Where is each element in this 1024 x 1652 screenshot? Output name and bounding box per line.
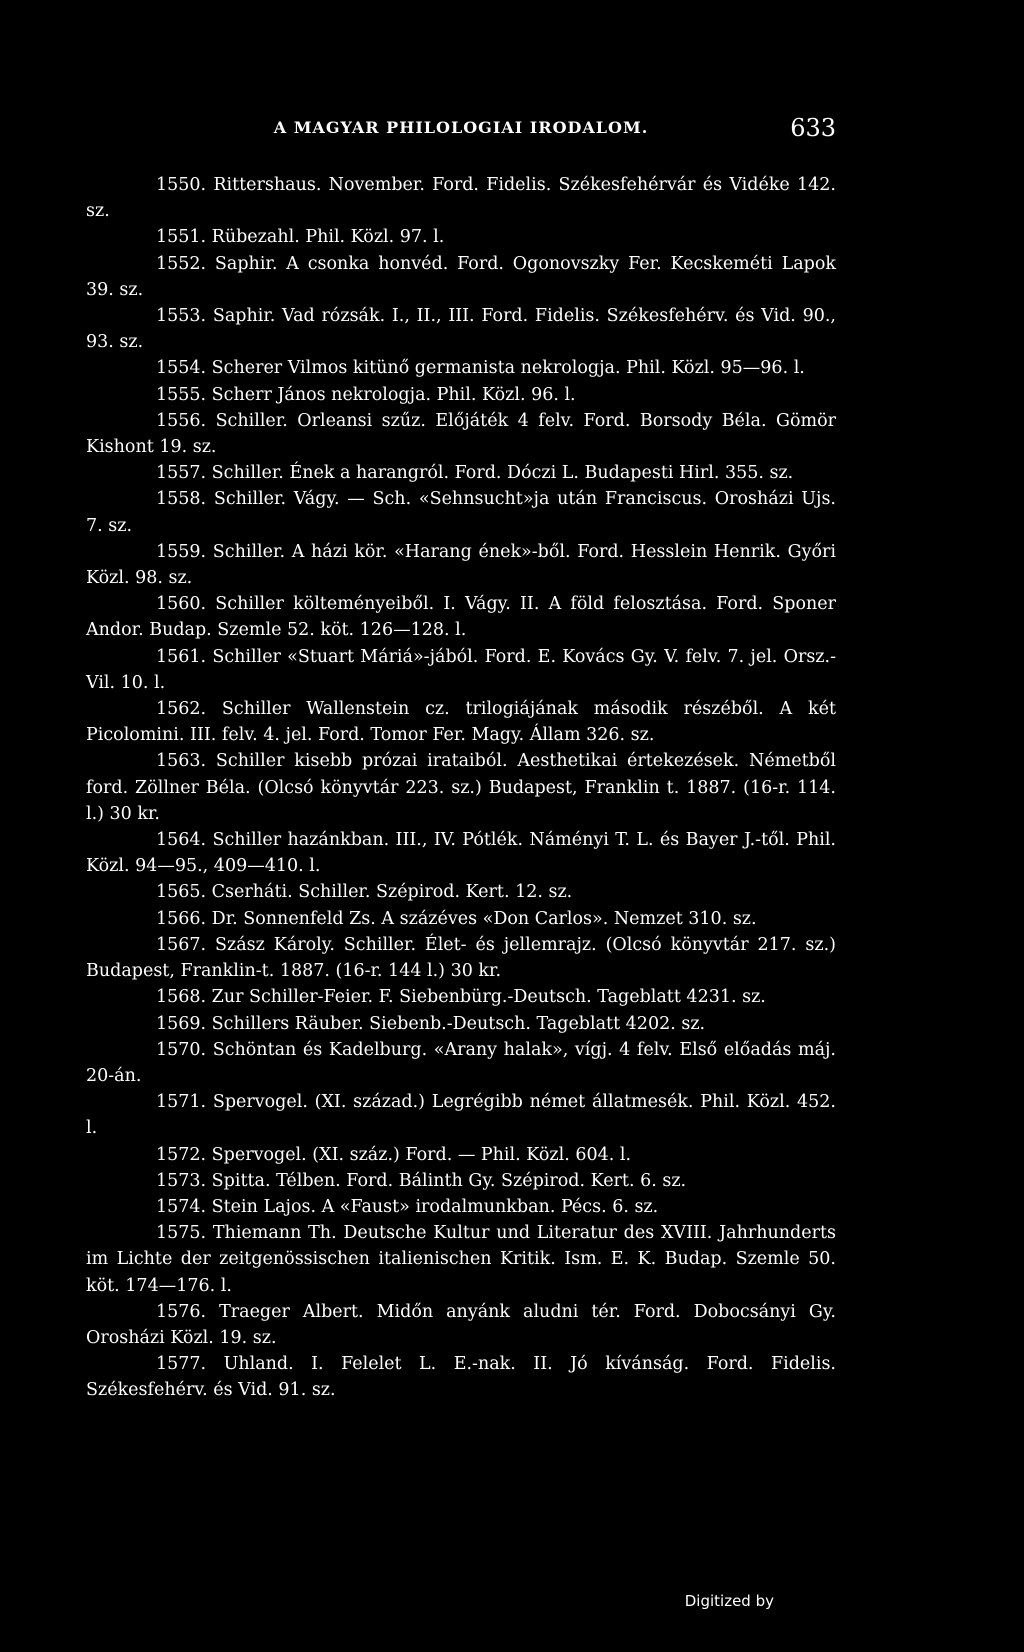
entry-1560: 1560. Schiller költeményeiből. I. Vágy. II. A föld felosztása. Ford. Sponer Andor. Budap. Szemle 52. köt. 126—128. l.: [86, 594, 836, 641]
bibliography-list: [86, 172, 836, 1404]
page-number: 633: [790, 114, 836, 142]
entry-1561: 1561. Schiller «Stuart Máriá»-jából. Ford. E. Kovács Gy. V. felv. 7. jel. Orsz.-Vil. 10. l.: [86, 646, 836, 693]
entry-1556: 1556. Schiller. Orleansi szűz. Előjáték 4 felv. Ford. Borsody Béla. Gömör Kishont 19. sz.: [86, 410, 836, 458]
entry-1554: 1554. Scherer Vilmos kitünő germanista nekrologja. Phil. Közl. 95—96. l.: [156, 358, 805, 379]
entry-1576: 1576. Traeger Albert. Midőn anyánk aludni tér. Ford. Dobocsányi Gy. Orosházi Közl. 19. sz.: [86, 1301, 836, 1348]
entry-1559: 1559. Schiller. A házi kör. «Harang ének»-ből. Ford. Hesslein Henrik. Győri Közl. 98. sz.: [86, 541, 836, 589]
entry-1567: 1567. Szász Károly. Schiller. Élet- és jellemrajz. (Olcsó könyvtár 217. sz.) Budapest, Franklin-t. 1887. (16-r. 144 l.) 30 kr.: [86, 934, 836, 982]
running-header: [86, 114, 836, 148]
entry-1555: 1555. Scherr János nekrologja. Phil. Közl. 96. l.: [156, 384, 576, 405]
entry-1571: 1571. Spervogel. (XI. század.) Legrégibb német állatmesék. Phil. Közl. 452. l.: [86, 1092, 836, 1139]
entry-1565: 1565. Cserháti. Schiller. Szépirod. Kert. 12. sz.: [156, 882, 573, 903]
entry-1551: 1551. Rübezahl. Phil. Közl. 97. l.: [156, 227, 445, 248]
entry-1550: 1550. Rittershaus. November. Ford. Fidelis. Székesfehérvár és Vidéke 142. sz.: [86, 175, 836, 222]
entry-1575: 1575. Thiemann Th. Deutsche Kultur und Literatur des XVIII. Jahrhunderts im Lichte der zeitgenössischen italienischen Kritik. Ism. E. K. Budap. Szemle 50. köt. 174—176. l.: [86, 1223, 836, 1296]
entry-1570: 1570. Schöntan és Kadelburg. «Arany halak», vígj. 4 felv. Első előadás máj. 20-án.: [86, 1039, 836, 1086]
entry-1552: 1552. Saphir. A csonka honvéd. Ford. Ogonovszky Fer. Kecskeméti Lapok 39. sz.: [86, 253, 836, 300]
entry-1574: 1574. Stein Lajos. A «Faust» irodalmunkban. Pécs. 6. sz.: [156, 1196, 659, 1217]
entry-1564: 1564. Schiller hazánkban. III., IV. Pótlék. Náményi T. L. és Bayer J.-től. Phil. Közl. 94—95., 409—410. l.: [86, 830, 836, 877]
entry-1568: 1568. Zur Schiller-Feier. F. Siebenbürg.-Deutsch. Tageblatt 4231. sz.: [156, 987, 766, 1008]
entry-1557: 1557. Schiller. Ének a harangról. Ford. Dóczi L. Budapesti Hirl. 355. sz.: [156, 463, 794, 484]
entry-1569: 1569. Schillers Räuber. Siebenb.-Deutsch. Tageblatt 4202. sz.: [156, 1013, 706, 1034]
entry-1573: 1573. Spitta. Télben. Ford. Bálinth Gy. Szépirod. Kert. 6. sz.: [156, 1170, 687, 1191]
page-title: A MAGYAR PHILOLOGIAI IRODALOM.: [273, 118, 649, 137]
entry-1577: 1577. Uhland. I. Felelet L. E.-nak. II. Jó kívánság. Ford. Fidelis. Székesfehérv. és Vid. 91. sz.: [86, 1354, 836, 1401]
entry-1558: 1558. Schiller. Vágy. — Sch. «Sehnsucht»ja után Franciscus. Orosházi Ujs. 7. sz.: [86, 489, 836, 536]
entry-1566: 1566. Dr. Sonnenfeld Zs. A százéves «Don Carlos». Nemzet 310. sz.: [156, 908, 757, 929]
entry-1572: 1572. Spervogel. (XI. száz.) Ford. — Phil. Közl. 604. l.: [156, 1144, 632, 1165]
entry-1553: 1553. Saphir. Vad rózsák. I., II., III. Ford. Fidelis. Székesfehérv. és Vid. 90., 93. sz.: [86, 306, 836, 353]
entry-1562: 1562. Schiller Wallenstein cz. trilogiájának második részéből. A két Picolomini. III. felv. 4. jel. Ford. Tomor Fer. Magy. Állam 326. sz.: [86, 699, 836, 746]
digitized-by-watermark: Digitized by: [684, 1592, 774, 1610]
entry-1563: 1563. Schiller kisebb prózai irataiból. Aesthetikai értekezések. Németből ford. Zöllner Béla. (Olcsó könyvtár 223. sz.) Budapest, Franklin t. 1887. (16-r. 114. l.) 30 kr.: [86, 751, 836, 824]
